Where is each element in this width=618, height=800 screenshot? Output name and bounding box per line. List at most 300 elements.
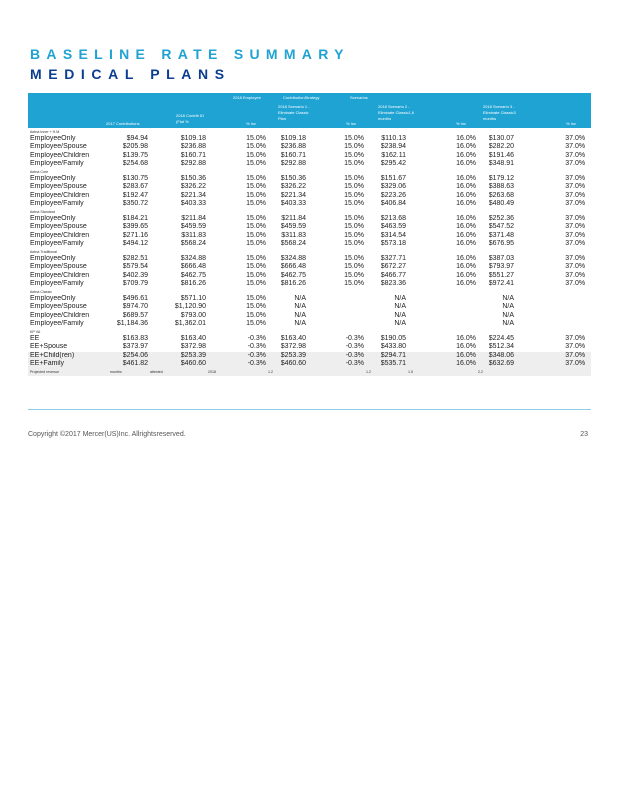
plan-group-row xyxy=(28,128,591,135)
contrib-2018: $109.18 xyxy=(180,135,206,143)
scenario3-value: $632.69 xyxy=(476,360,514,368)
pct-inc-s1: 15.0% xyxy=(344,215,364,223)
pct-inc-s2: 16.0% xyxy=(406,360,476,368)
pct-inc-2018: 15.0% xyxy=(246,271,266,279)
tier-label: EE+Family xyxy=(28,360,108,368)
pct-inc-s3: 37.0% xyxy=(565,231,586,239)
table-row xyxy=(28,192,591,200)
projection-months: months xyxy=(108,368,148,376)
pct-inc-s2: 16.0% xyxy=(456,151,476,159)
scenario1-value: $372.98 xyxy=(280,343,306,351)
plan-group-label: Aetna Traditional xyxy=(30,249,57,254)
pct-inc-2018: 15.0% xyxy=(246,183,266,191)
rate-table-body xyxy=(28,128,591,376)
scenario3-value: $551.27 xyxy=(488,271,514,279)
contrib-2018: $236.88 xyxy=(180,143,206,151)
table-row xyxy=(28,143,591,151)
contrib-2018: $666.48 xyxy=(180,263,206,271)
scenario3-value: $224.45 xyxy=(488,335,514,343)
pct-inc-s3: 37.0% xyxy=(565,223,586,231)
contrib-2017: $494.12 xyxy=(122,239,148,247)
plan-group-label: Aetna Core xyxy=(30,169,49,174)
contrib-2018: $160.71 xyxy=(180,151,206,159)
pct-inc-s1 xyxy=(306,295,364,303)
contrib-2018: $793.00 xyxy=(180,311,206,319)
table-row xyxy=(28,280,591,288)
pct-inc-s3 xyxy=(514,303,591,311)
pct-inc-s3 xyxy=(514,320,591,328)
pct-inc-s2 xyxy=(406,303,476,311)
scenario1-value: $150.36 xyxy=(280,175,306,183)
projection-blank xyxy=(514,368,591,376)
pct-inc-2018: 15.0% xyxy=(246,319,266,327)
tier-label: Employee/Family xyxy=(30,319,84,327)
pct-inc-s3 xyxy=(514,295,591,303)
pct-inc-s2: 16.0% xyxy=(456,175,476,183)
header-s3-b: Eliminate Classic3 xyxy=(483,110,516,115)
contrib-2018: $324.88 xyxy=(180,255,206,263)
pct-inc-s2: 16.0% xyxy=(456,239,476,247)
plan-group-row xyxy=(28,288,591,295)
tier-label: Employee/Family xyxy=(30,279,84,287)
pct-inc-s2: 16.0% xyxy=(456,223,476,231)
projection-v2: 1.2 xyxy=(364,368,406,376)
pct-inc-s2: 16.0% xyxy=(456,215,476,223)
projection-v3: 1.5 xyxy=(406,368,476,376)
contrib-2017: $350.72 xyxy=(122,199,148,207)
projection-v4: 2.2 xyxy=(476,368,514,376)
page-number: 23 xyxy=(580,431,588,438)
scenario3-value: $179.12 xyxy=(488,175,514,183)
scenario2-value: $190.05 xyxy=(380,335,406,343)
scenario1-value: $236.88 xyxy=(280,143,306,151)
header-s2-c: months xyxy=(378,116,392,121)
plan-group-label: KP VA xyxy=(30,329,41,334)
pct-inc-s1: 15.0% xyxy=(344,279,364,287)
pct-inc-2018: 15.0% xyxy=(246,199,266,207)
scenario1-value: $324.88 xyxy=(280,255,306,263)
table-row xyxy=(28,135,591,143)
pct-inc-s1: 15.0% xyxy=(344,239,364,247)
scenario3-value: $793.97 xyxy=(488,263,514,271)
contrib-2017: $461.82 xyxy=(108,360,148,368)
contrib-2017: $163.83 xyxy=(122,335,148,343)
table-row xyxy=(28,183,591,191)
pct-inc-2018: 15.0% xyxy=(246,159,266,167)
pct-inc-s3: 37.0% xyxy=(565,175,586,183)
header-s1-a: 2018 Scenario 1 - xyxy=(278,104,310,109)
pct-inc-s2: 16.0% xyxy=(456,159,476,167)
scenario2-value: $223.26 xyxy=(380,191,406,199)
contrib-2017: $402.39 xyxy=(122,271,148,279)
tier-label: Employee/Family xyxy=(30,239,84,247)
pct-inc-s3: 37.0% xyxy=(565,143,586,151)
scenario1-value: N/A xyxy=(294,303,306,311)
pct-inc-s2: 16.0% xyxy=(456,343,476,351)
scenario2-value: $314.54 xyxy=(380,231,406,239)
contrib-2018: $253.39 xyxy=(148,352,206,360)
tier-label: Employee/Children xyxy=(30,151,90,159)
tier-label: EE xyxy=(30,335,40,343)
table-row xyxy=(28,312,591,320)
table-row xyxy=(28,255,591,263)
tier-label: Employee/Children xyxy=(30,311,90,319)
scenario2-value: $463.59 xyxy=(380,223,406,231)
tier-label: Employee/Spouse xyxy=(30,223,87,231)
pct-inc-s3: 37.0% xyxy=(565,199,586,207)
plan-group-label: Aetna Inner + H.M. xyxy=(30,129,61,134)
scenario3-value: $263.68 xyxy=(488,191,514,199)
pct-inc-2018: -0.3% xyxy=(206,360,266,368)
plan-group-row xyxy=(28,328,591,335)
pct-inc-s3: 37.0% xyxy=(565,335,586,343)
contrib-2018: $459.59 xyxy=(180,223,206,231)
pct-inc-s2: 16.0% xyxy=(456,135,476,143)
pct-inc-2018: 15.0% xyxy=(246,191,266,199)
table-row xyxy=(28,175,591,183)
pct-inc-s3: 37.0% xyxy=(565,263,586,271)
pct-inc-s2: 16.0% xyxy=(456,143,476,151)
pct-inc-s2: 16.0% xyxy=(406,352,476,360)
header-2018-employee: 2018 Employee xyxy=(233,95,261,100)
projection-year: 2018 xyxy=(206,368,266,376)
pct-inc-s2: 16.0% xyxy=(456,183,476,191)
projection-blank xyxy=(306,368,364,376)
pct-inc-s1: -0.3% xyxy=(345,343,364,351)
tier-label: EE+Spouse xyxy=(30,343,68,351)
contrib-2017: $254.06 xyxy=(108,352,148,360)
scenario3-value: $388.63 xyxy=(488,183,514,191)
contrib-2017: $192.47 xyxy=(122,191,148,199)
tier-label: EmployeeOnly xyxy=(30,175,76,183)
contrib-2018: $163.40 xyxy=(180,335,206,343)
pct-inc-s1: 15.0% xyxy=(344,231,364,239)
tier-label: Employee/Children xyxy=(30,231,90,239)
tier-label: Employee/Family xyxy=(30,199,84,207)
plan-group-label: Aetna Standard xyxy=(30,209,55,214)
table-row xyxy=(28,272,591,280)
contrib-2018: $1,362.01 xyxy=(174,319,206,327)
scenario2-value: $535.71 xyxy=(364,360,406,368)
contrib-2018: $462.75 xyxy=(180,271,206,279)
tier-label: EE+Child(ren) xyxy=(28,352,108,360)
scenario3-value: $130.07 xyxy=(488,135,514,143)
contrib-2018: $372.98 xyxy=(180,343,206,351)
header-2018-contrib: 2018 Contrib ID xyxy=(176,113,205,118)
header-s2-b: Eliminate Classic1,6 xyxy=(378,110,415,115)
pct-inc-2018: 15.0% xyxy=(246,223,266,231)
scenario1-value: $211.84 xyxy=(281,215,306,223)
copyright: Copyright ©2017 Mercer(US)Inc. Allrightsreserved. xyxy=(28,431,186,438)
contrib-2017: $373.97 xyxy=(122,343,148,351)
tier-label: EmployeeOnly xyxy=(30,215,76,223)
header-pct-1: % Inc xyxy=(246,121,257,126)
tier-label: EmployeeOnly xyxy=(30,255,76,263)
pct-inc-2018: 15.0% xyxy=(246,255,266,263)
contrib-2018: $571.10 xyxy=(180,295,206,303)
scenario1-value: $462.75 xyxy=(280,271,306,279)
pct-inc-s1: 15.0% xyxy=(344,159,364,167)
contrib-2018: $221.34 xyxy=(180,191,206,199)
pct-inc-s3: 37.0% xyxy=(565,151,586,159)
scenario3-value: $676.95 xyxy=(488,239,514,247)
contrib-2017: $184.21 xyxy=(122,215,148,223)
table-row xyxy=(28,200,591,208)
tier-label: Employee/Spouse xyxy=(30,183,87,191)
pct-inc-2018: 15.0% xyxy=(246,135,266,143)
scenario3-value: $282.20 xyxy=(488,143,514,151)
scenario2-value: $294.71 xyxy=(364,352,406,360)
pct-inc-s2: 16.0% xyxy=(456,255,476,263)
pct-inc-s1 xyxy=(306,303,364,311)
scenario2-value: N/A xyxy=(394,319,406,327)
table-row xyxy=(28,223,591,231)
scenario1-value: $459.59 xyxy=(280,223,306,231)
pct-inc-s2 xyxy=(406,320,476,328)
contrib-2017: $282.51 xyxy=(122,255,148,263)
contrib-2017: $271.16 xyxy=(122,231,148,239)
pct-inc-s1: 15.0% xyxy=(344,223,364,231)
scenario3-value: $547.52 xyxy=(488,223,514,231)
pct-inc-2018: 15.0% xyxy=(246,215,266,223)
scenario2-value: $406.84 xyxy=(380,199,406,207)
scenario1-value: $221.34 xyxy=(280,191,306,199)
pct-inc-s1: -0.3% xyxy=(306,360,364,368)
tier-label: Employee/Spouse xyxy=(30,143,87,151)
pct-inc-s3 xyxy=(514,312,591,320)
contrib-2017: $205.98 xyxy=(122,143,148,151)
pct-inc-s2 xyxy=(406,312,476,320)
projection-v1: 1.2 xyxy=(266,368,306,376)
table-header-band xyxy=(28,93,591,128)
pct-inc-s1: 15.0% xyxy=(344,175,364,183)
header-s1-b: Eliminate Classic xyxy=(278,110,309,115)
projection-attested: attested xyxy=(148,368,206,376)
contrib-2018: $292.88 xyxy=(180,159,206,167)
pct-inc-s3: 37.0% xyxy=(565,343,586,351)
header-s3-a: 2018 Scenario 3 - xyxy=(483,104,515,109)
scenario2-value: $823.36 xyxy=(380,279,406,287)
plan-group-row xyxy=(28,208,591,215)
pct-inc-s1: 15.0% xyxy=(344,151,364,159)
pct-inc-s3: 37.0% xyxy=(565,279,586,287)
pct-inc-2018: 15.0% xyxy=(246,303,266,311)
contrib-2018: $1,120.90 xyxy=(174,303,206,311)
contrib-2018: $816.26 xyxy=(180,279,206,287)
scenario2-value: $329.06 xyxy=(380,183,406,191)
pct-inc-s3: 37.0% xyxy=(565,271,586,279)
contrib-2017: $94.94 xyxy=(126,135,148,143)
header-2017-contributions: 2017 Contributions xyxy=(106,121,140,126)
scenario2-value: $238.94 xyxy=(380,143,406,151)
scenario2-value: N/A xyxy=(394,295,406,303)
contrib-2017: $139.75 xyxy=(122,151,148,159)
scenario2-value: $672.27 xyxy=(380,263,406,271)
scenario1-value: $292.88 xyxy=(280,159,306,167)
table-row xyxy=(28,263,591,271)
pct-inc-s3: 37.0% xyxy=(514,352,591,360)
pct-inc-s1 xyxy=(306,320,364,328)
scenario2-value: $162.11 xyxy=(381,151,406,159)
plan-group-label: Aetna Classic xyxy=(30,289,52,294)
contrib-2017: $709.79 xyxy=(122,279,148,287)
table-row xyxy=(28,352,591,360)
tier-label: Employee/Children xyxy=(30,191,90,199)
contrib-2017: $1,184.36 xyxy=(116,319,148,327)
pct-inc-s1: 15.0% xyxy=(344,263,364,271)
scenario1-value: $160.71 xyxy=(280,151,306,159)
scenario3-value: N/A xyxy=(502,303,514,311)
contrib-2018: $460.60 xyxy=(148,360,206,368)
table-row xyxy=(28,240,591,248)
scenario1-value: $311.83 xyxy=(281,231,306,239)
contrib-2017: $496.61 xyxy=(122,295,148,303)
plan-group-row xyxy=(28,168,591,175)
tier-label: EmployeeOnly xyxy=(30,135,76,143)
contrib-2017: $130.75 xyxy=(122,175,148,183)
scenario3-value: $972.41 xyxy=(488,279,514,287)
footer-divider xyxy=(28,409,591,410)
header-strategy: ContributionStrategy xyxy=(283,95,320,100)
scenario3-value: $512.34 xyxy=(488,343,514,351)
scenario2-value: $466.77 xyxy=(380,271,406,279)
scenario3-value: N/A xyxy=(502,311,514,319)
pct-inc-s3: 37.0% xyxy=(565,239,586,247)
pct-inc-s1 xyxy=(306,312,364,320)
scenario2-value: $110.13 xyxy=(381,135,406,143)
contrib-2017: $579.54 xyxy=(122,263,148,271)
pct-inc-2018: 15.0% xyxy=(246,239,266,247)
pct-inc-s2: 16.0% xyxy=(456,279,476,287)
pct-inc-s3: 37.0% xyxy=(565,255,586,263)
table-row xyxy=(28,160,591,168)
pct-inc-s1: 15.0% xyxy=(344,191,364,199)
tier-label: Employee/Children xyxy=(30,271,90,279)
scenario3-value: $252.36 xyxy=(488,215,514,223)
pct-inc-2018: -0.3% xyxy=(206,352,266,360)
pct-inc-s3: 37.0% xyxy=(565,215,586,223)
header-pct-2: % Inc xyxy=(346,121,357,126)
pct-inc-s2: 16.0% xyxy=(456,231,476,239)
scenario1-value: $326.22 xyxy=(280,183,306,191)
pct-inc-s3: 37.0% xyxy=(565,159,586,167)
pct-inc-2018: 15.0% xyxy=(246,279,266,287)
contrib-2017: $399.65 xyxy=(122,223,148,231)
scenario2-value: $327.71 xyxy=(380,255,406,263)
projection-row xyxy=(28,368,591,376)
contrib-2017: $254.68 xyxy=(122,159,148,167)
scenario3-value: $348.91 xyxy=(488,159,514,167)
pct-inc-2018: 15.0% xyxy=(246,231,266,239)
scenario3-value: $191.46 xyxy=(488,151,514,159)
tier-label: EmployeeOnly xyxy=(30,295,76,303)
rate-table xyxy=(28,128,591,376)
contrib-2018: $403.33 xyxy=(180,199,206,207)
header-pct-3: % Inc xyxy=(456,121,467,126)
plan-group-row xyxy=(28,248,591,255)
pct-inc-2018: 15.0% xyxy=(246,151,266,159)
pct-inc-s3: 37.0% xyxy=(565,191,586,199)
contrib-2018: $150.36 xyxy=(180,175,206,183)
tier-label: Employee/Spouse xyxy=(30,263,87,271)
pct-inc-s2: 16.0% xyxy=(456,335,476,343)
table-row xyxy=(28,215,591,223)
pct-inc-2018: -0.3% xyxy=(247,343,266,351)
contrib-2018: $326.22 xyxy=(180,183,206,191)
pct-inc-s2: 16.0% xyxy=(456,271,476,279)
contrib-2018: $211.84 xyxy=(181,215,206,223)
contrib-2017: $283.67 xyxy=(122,183,148,191)
page-title-line2: MEDICAL PLANS xyxy=(30,66,231,82)
scenario2-value: $573.18 xyxy=(380,239,406,247)
projection-label: Projected revenue xyxy=(28,368,108,376)
pct-inc-2018: 15.0% xyxy=(246,263,266,271)
scenario1-value: $403.33 xyxy=(280,199,306,207)
pct-inc-s2: 16.0% xyxy=(456,191,476,199)
tier-label: Employee/Spouse xyxy=(30,303,87,311)
pct-inc-s1: 15.0% xyxy=(344,255,364,263)
pct-inc-s3: 37.0% xyxy=(565,183,586,191)
pct-inc-2018: 15.0% xyxy=(246,295,266,303)
scenario1-value: $666.48 xyxy=(280,263,306,271)
table-row xyxy=(28,152,591,160)
pct-inc-2018: 15.0% xyxy=(246,143,266,151)
header-flat-pct: (Flat % xyxy=(176,119,189,124)
table-row xyxy=(28,232,591,240)
table-row xyxy=(28,295,591,303)
scenario2-value: $151.67 xyxy=(380,175,406,183)
scenario3-value: $387.03 xyxy=(488,255,514,263)
page-title-line1: BASELINE RATE SUMMARY xyxy=(30,46,350,62)
scenario1-value: $163.40 xyxy=(280,335,306,343)
scenario3-value: $371.48 xyxy=(488,231,514,239)
scenario2-value: N/A xyxy=(394,311,406,319)
scenario2-value: $433.80 xyxy=(380,343,406,351)
contrib-2017: $689.57 xyxy=(122,311,148,319)
header-s1-c: Plan xyxy=(278,116,287,121)
scenario1-value: $253.39 xyxy=(266,352,306,360)
pct-inc-s2: 16.0% xyxy=(456,263,476,271)
scenario3-value: N/A xyxy=(502,295,514,303)
pct-inc-s1: 15.0% xyxy=(344,143,364,151)
pct-inc-s1: 15.0% xyxy=(344,271,364,279)
scenario2-value: $213.68 xyxy=(380,215,406,223)
scenario1-value: $109.18 xyxy=(280,135,306,143)
pct-inc-s1: 15.0% xyxy=(344,183,364,191)
table-row xyxy=(28,343,591,351)
pct-inc-s1: -0.3% xyxy=(306,352,364,360)
tier-label: Employee/Family xyxy=(30,159,84,167)
header-pct-4: % Inc xyxy=(566,121,577,126)
pct-inc-s1: -0.3% xyxy=(345,335,364,343)
scenario1-value: N/A xyxy=(294,311,306,319)
pct-inc-2018: -0.3% xyxy=(247,335,266,343)
scenario1-value: N/A xyxy=(294,295,306,303)
scenario1-value: $568.24 xyxy=(280,239,306,247)
table-row xyxy=(28,303,591,311)
scenario3-value: $348.06 xyxy=(476,352,514,360)
scenario2-value: N/A xyxy=(394,303,406,311)
scenario1-value: $460.60 xyxy=(266,360,306,368)
header-s2-a: 2018 Scenario 2 - xyxy=(378,104,410,109)
pct-inc-s3: 37.0% xyxy=(565,135,586,143)
scenario1-value: N/A xyxy=(294,319,306,327)
header-s3-c: months xyxy=(483,116,497,121)
pct-inc-s1: 15.0% xyxy=(344,199,364,207)
scenario2-value: $295.42 xyxy=(380,159,406,167)
scenario1-value: $816.26 xyxy=(280,279,306,287)
scenario3-value: $480.49 xyxy=(488,199,514,207)
